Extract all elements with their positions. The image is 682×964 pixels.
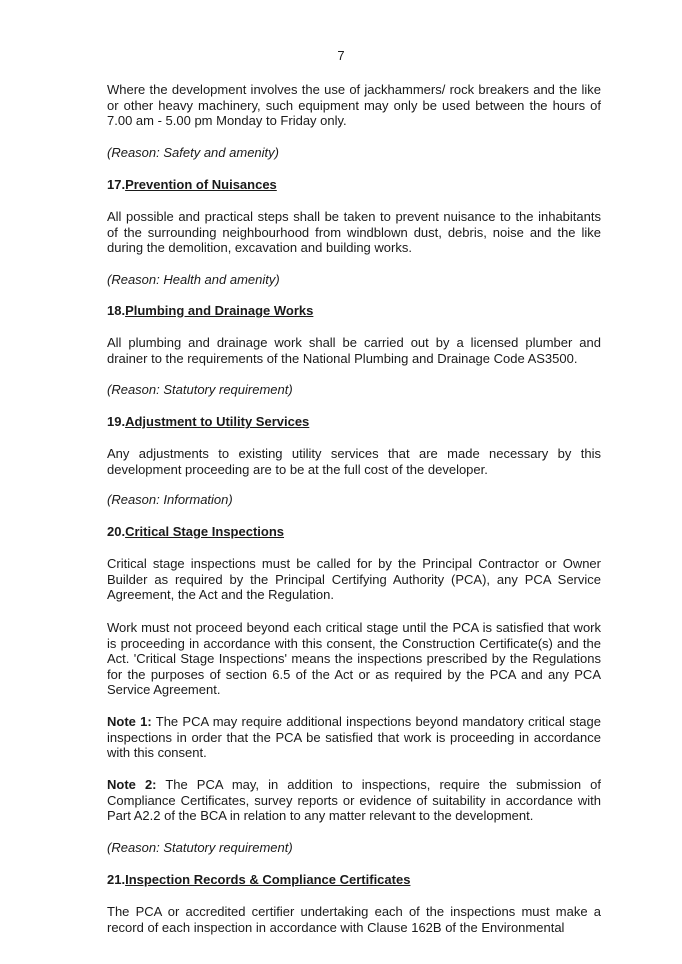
- note-2-text: The PCA may, in addition to inspections, require the submission of Compliance Certificates, survey reports or evidence of suitability in accordance with Part A2.2 of the BCA in relation to any matter relevant to the development.: [107, 777, 601, 824]
- section-17-paragraph: All possible and practical steps shall be taken to prevent nuisance to the inhabitants of the surrounding neighbourhood from windblown dust, debris, noise and the like during the demolition, excavation and building works.: [107, 209, 601, 256]
- section-20-note-1: [107, 714, 601, 761]
- section-19-reason: (Reason: Information): [107, 492, 233, 507]
- section-17-title: Prevention of Nuisances: [125, 177, 277, 192]
- section-20-reason: (Reason: Statutory requirement): [107, 840, 293, 855]
- section-19-title: Adjustment to Utility Services: [125, 414, 310, 429]
- intro-paragraph: Where the development involves the use of jackhammers/ rock breakers and the like or other heavy machinery, such equipment may only be used between the hours of 7.00 am - 5.00 pm Monday to Friday only.: [107, 82, 601, 129]
- note-1-text: The PCA may require additional inspections beyond mandatory critical stage inspections in order that the PCA be satisfied that work is proceeding in accordance with this consent.: [107, 714, 601, 761]
- section-18-reason: (Reason: Statutory requirement): [107, 382, 293, 397]
- section-17-reason: (Reason: Health and amenity): [107, 272, 280, 287]
- section-19-number: 19.: [107, 414, 126, 429]
- note-1-label: Note 1:: [107, 714, 152, 729]
- section-18-paragraph: All plumbing and drainage work shall be carried out by a licensed plumber and drainer to the requirements of the National Plumbing and Drainage Code AS3500.: [107, 335, 601, 366]
- section-17-number: 17.: [107, 177, 126, 192]
- section-20-heading: [107, 524, 601, 540]
- page-number: 7: [337, 48, 345, 63]
- section-18-heading: [107, 303, 601, 319]
- section-20-paragraph-1: Critical stage inspections must be called for by the Principal Contractor or Owner Builder as required by the Principal Certifying Authority (PCA), any PCA Service Agreement, the Act and the Regulation.: [107, 556, 601, 603]
- section-19-heading: [107, 414, 601, 430]
- section-18-title: Plumbing and Drainage Works: [125, 303, 314, 318]
- section-21-number: 21.: [107, 872, 126, 887]
- section-17-heading: [107, 177, 601, 193]
- section-20-paragraph-2: Work must not proceed beyond each critical stage until the PCA is satisfied that work is proceeding in accordance with this consent, the Construction Certificate(s) and the Act. 'Critical Stage Inspections' means the inspections prescribed by the Regulations for the purposes of section 6.5 of the Act or as required by the PCA and any PCA Service Agreement.: [107, 620, 601, 698]
- section-21-title: Inspection Records & Compliance Certificates: [125, 872, 411, 887]
- note-2-label: Note 2:: [107, 777, 157, 792]
- section-20-number: 20.: [107, 524, 126, 539]
- section-18-number: 18.: [107, 303, 126, 318]
- section-20-title: Critical Stage Inspections: [125, 524, 285, 539]
- section-20-note-2: [107, 777, 601, 824]
- section-21-paragraph: The PCA or accredited certifier undertaking each of the inspections must make a record of each inspection in accordance with Clause 162B of the Environmental: [107, 904, 601, 935]
- section-19-paragraph: Any adjustments to existing utility services that are made necessary by this development proceeding are to be at the full cost of the developer.: [107, 446, 601, 477]
- intro-reason: (Reason: Safety and amenity): [107, 145, 279, 160]
- section-21-heading: [107, 872, 601, 888]
